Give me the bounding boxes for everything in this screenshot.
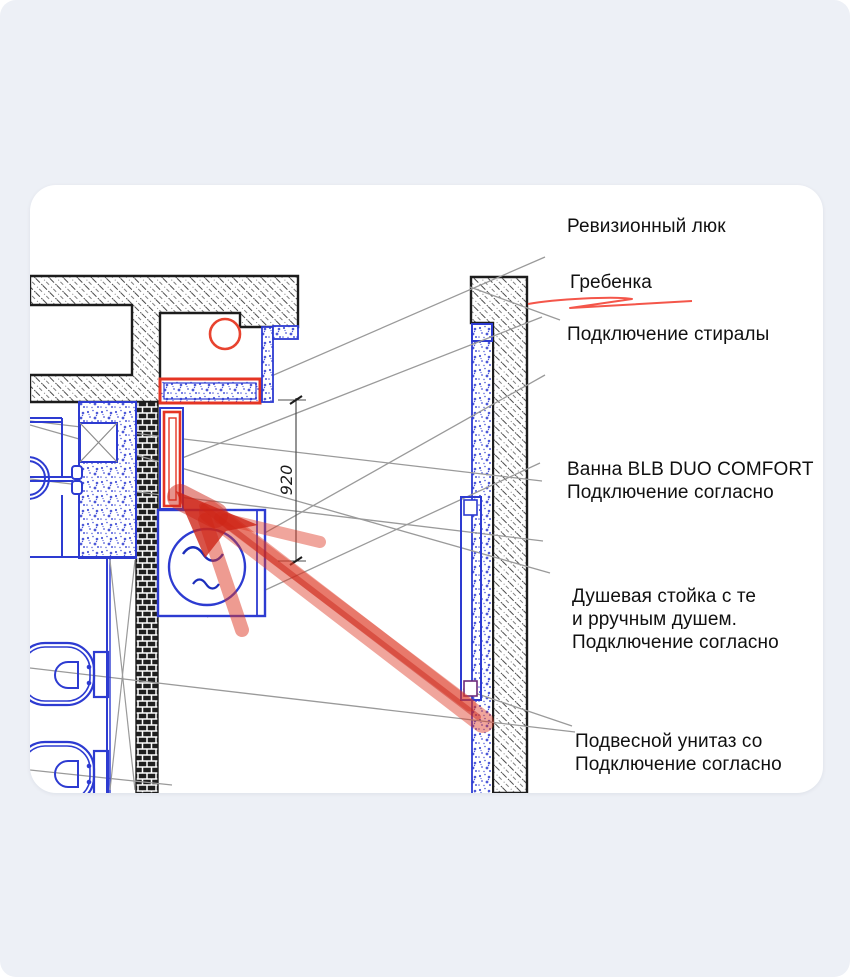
label-wall-hung-toilet xyxy=(575,730,782,776)
label-line: Подключение стиралы xyxy=(567,324,770,345)
label-line: Ванна BLB DUO COMFORT xyxy=(567,459,814,480)
label-revision-hatch xyxy=(567,215,726,238)
label-line: Подключение согласно xyxy=(567,482,774,503)
label-line: Подвесной унитаз со xyxy=(575,731,763,752)
wall-hung-toilet-2 xyxy=(30,742,108,793)
revision-hatch-box xyxy=(160,379,260,403)
dimension-value: 920 xyxy=(277,464,296,496)
label-manifold xyxy=(570,271,652,294)
top-duct-channel xyxy=(262,326,298,402)
bath-connection-zone xyxy=(72,402,136,558)
label-line: Подключение согласно xyxy=(575,754,782,775)
manifold-underline-scribble xyxy=(528,298,692,308)
label-line: Подключение согласно xyxy=(572,632,779,653)
lower-wall-face xyxy=(107,558,135,793)
wall-hung-toilet-1 xyxy=(30,643,108,705)
label-shower-stand xyxy=(572,585,779,654)
label-line: Ревизионный люк xyxy=(567,216,726,237)
label-line: Душевая стойка с те xyxy=(572,586,757,607)
pipe-outlet-circle xyxy=(210,319,240,349)
label-washer-connection xyxy=(567,323,769,346)
label-bath xyxy=(567,458,814,504)
label-line: и рручным душем. xyxy=(572,609,738,630)
label-line: Гребенка xyxy=(570,272,652,293)
blueprint-card xyxy=(30,185,823,793)
